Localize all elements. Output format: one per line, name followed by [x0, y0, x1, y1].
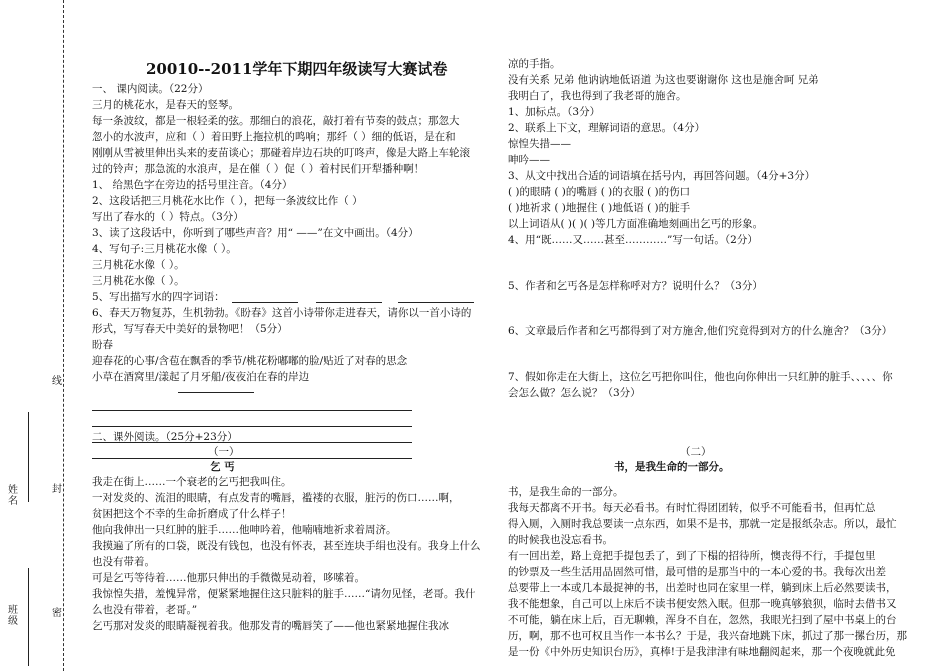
text-line: 的钞票及一些生活用品固然可惜，最可惜的是那当中的一本心爱的书。我每次出差 [508, 566, 886, 578]
text-line: 的时候我也没忘看书。 [508, 534, 613, 546]
text-line: ( )地祈求 ( )地握住 ( )地低语 ( )的脏手 [508, 202, 691, 214]
text-line: 以上词语从( )( )( )等几方面准确地刻画出乞丐的形象。 [508, 218, 764, 230]
part-1-label: （一） [208, 446, 240, 458]
text-line: 三月桃花水像（ ）。 [92, 259, 185, 271]
writing-line[interactable] [92, 410, 412, 411]
text-line: 有一回出差，路上竟把手提包丢了，到了下榻的招待所，懊丧得不行，手提包里 [508, 550, 876, 562]
name-field-line [28, 412, 29, 502]
poem-line: 小草在酒窝里/漾起了月牙船/夜夜泊在春的岸边 [92, 371, 310, 383]
text-line: 贫困把这个不幸的生命折磨成了什么样子！ [92, 508, 292, 520]
text-line: 形式，写写春天中美好的景物吧！（5分） [92, 323, 288, 335]
text-line: 三月的桃花水，是春天的竖琴。 [92, 99, 239, 111]
text-line: 过的铃声；那急流的水浪声，是在催（ ）促（ ）着村民们开犁播种啊！ [92, 163, 425, 175]
question-7-line-2: 会怎么做？怎么说？（3分） [508, 387, 641, 399]
text-line: 2、联系上下文，理解词语的意思。（4分） [508, 122, 706, 134]
question-5: 5、作者和乞丐各是怎样称呼对方？说明什么？（3分） [508, 280, 763, 292]
part-2-label: （二） [680, 446, 712, 458]
text-line: 我走在街上……一个衰老的乞丐把我叫住。 [92, 476, 292, 488]
question-6: 6、文章最后作者和乞丐都得到了对方施舍,他们究竟得到对方的什么施舍？（3分） [508, 325, 893, 337]
text-line: 是一份《中外历史知识台历》，真棒!于是我津津有味地翻阅起来，那一个夜晚就此免 [508, 646, 896, 658]
text-line: 没有关系 兄弟 他讷讷地低语道 为这也要谢谢你 这也是施舍呵 兄弟 [508, 74, 819, 86]
class-field-label: 班级 [8, 605, 18, 627]
exam-title: 20010--2011学年下期四年级读写大赛试卷 [146, 60, 448, 78]
text-line: 1、加标点。（3分） [508, 106, 601, 118]
text-line: 他向我伸出一只红肿的脏手……他呻吟着，他喃喃地祈求着周济。 [92, 524, 397, 536]
text-line: 可是乞丐等待着……他那只伸出的手微微晃动着，哆嗦着。 [92, 572, 365, 584]
text-line: 书，是我生命的一部分。 [508, 486, 624, 498]
writing-line[interactable] [92, 458, 412, 459]
text-line: 2、这段话把三月桃花水比作（ ），把每一条波纹比作（ ） [92, 195, 363, 207]
poem-title-line[interactable] [178, 392, 254, 393]
text-line: ( )的眼睛 ( )的嘴唇 ( )的衣服 ( )的伤口 [508, 186, 691, 198]
text-line: 呻吟—— [508, 154, 550, 166]
question-7-line-1: 7、假如你走在大街上，这位乞丐把你叫住，他也向你伸出一只红肿的脏手、、、、、你 [508, 371, 893, 383]
binding-dashed-line [63, 0, 64, 671]
story-title: 乞 丐 [210, 461, 235, 473]
text-line: 一、 课内阅读。（22分） [92, 83, 209, 95]
text-line: 4、用“既……又……甚至…………”写一句话。（2分） [508, 234, 758, 246]
poem-line: 迎春花的心事/含苞在飘香的季节/桃花粉嘟嘟的脸/贴近了对春的思念 [92, 355, 408, 367]
text-line: 总要带上一本或几本最捉神的书，出差时也同在家里一样，躺到床上后必然要读书， [508, 582, 897, 594]
text-line: 4、写句子:三月桃花水像（ ）。 [92, 243, 237, 255]
answer-blank[interactable] [232, 302, 298, 303]
text-line: 我不能想象，自己可以上床后不读书便安然入眠。但那一晚真够狼狈，临时去借书又 [508, 598, 897, 610]
name-field-label: 姓名 [8, 485, 18, 507]
essay-title: 书，是我生命的一部分。 [614, 461, 730, 473]
class-field-line [28, 568, 29, 666]
text-line: 1、 给黑色字在旁边的括号里注音。（4分） [92, 179, 293, 191]
text-line: 么也没有带着，老哥。” [92, 604, 198, 616]
writing-line[interactable] [92, 426, 412, 427]
text-line: 不可能，躺在床上后，百无聊赖，浑身不自在，忽然，我眼光扫到了屋中书桌上的台 [508, 614, 897, 626]
answer-blank[interactable] [398, 302, 474, 303]
text-line: 5、写出描写水的四字词语： [92, 291, 225, 303]
text-line: 我惊惶失措，羞愧异常，便紧紧地握住这只脏料的脏手……“请勿见怪，老哥。我什 [92, 588, 476, 600]
section-2-heading: 二、课外阅读。（25分+23分） [92, 431, 238, 443]
text-line: 三月桃花水像（ ）。 [92, 275, 185, 287]
text-line: 一对发炎的、流泪的眼睛，有点发青的嘴唇，褴褛的衣服，脏污的伤口……啊， [92, 492, 460, 504]
text-line: 凉的手指。 [508, 58, 561, 70]
text-line: 得入厕，入厕时我总要读一点东西，如果不是书，那就一定是报纸杂志。所以，最忙 [508, 518, 897, 530]
text-line: 我明白了，我也得到了我老哥的施舍。 [508, 90, 687, 102]
text-line: 历，啊，那不也可权且当作一本书么？于是，我兴奋地跳下床，抓过了那一摞台历，那 [508, 630, 907, 642]
text-line: 3、从文中找出合适的词语填在括号内，再回答问题。（4分+3分） [508, 170, 816, 182]
binding-label-xian: 线 [52, 376, 62, 387]
text-line: 6、春天万物复苏，生机勃勃。《盼春》这首小诗带你走进春天，请你以一首小诗的 [92, 307, 472, 319]
binding-label-mi: 密 [52, 608, 62, 619]
text-line: 惊惶失措—— [508, 138, 571, 150]
text-line: 写出了春水的（ ）特点。（3分） [92, 211, 244, 223]
text-line: 3、读了这段话中，你听到了哪些声音？用“ ——”在文中画出。（4分） [92, 227, 419, 239]
text-line: 乞丐那对发炎的眼睛凝视着我。他那发青的嘴唇笑了——他也紧紧地握住我冰 [92, 620, 449, 632]
text-line: 每一条波纹，都是一根轻柔的弦。那细白的浪花，敲打着有节奏的鼓点；那忽大 [92, 115, 460, 127]
binding-label-feng: 封 [52, 484, 62, 495]
text-line: 我摸遍了所有的口袋，既没有钱包，也没有怀表，甚至连块手绢也没有。我身上什么 [92, 540, 481, 552]
text-line: 刚刚从雪被里伸出头来的麦苗谈心；那碰着岸边石块的叮咚声，像是大路上车轮滚 [92, 147, 470, 159]
text-line: 我每天都离不开书。每天必看书。有时忙得团团转，似乎不可能看书，但再忙总 [508, 502, 876, 514]
answer-blank[interactable] [316, 302, 382, 303]
text-line: 忽小的水波声，应和（ ）着田野上拖拉机的鸣响；那纤（ ）细的低语，是在和 [92, 131, 456, 143]
text-line: 也没有带着。 [92, 556, 155, 568]
poem-title: 盼春 [92, 339, 113, 351]
